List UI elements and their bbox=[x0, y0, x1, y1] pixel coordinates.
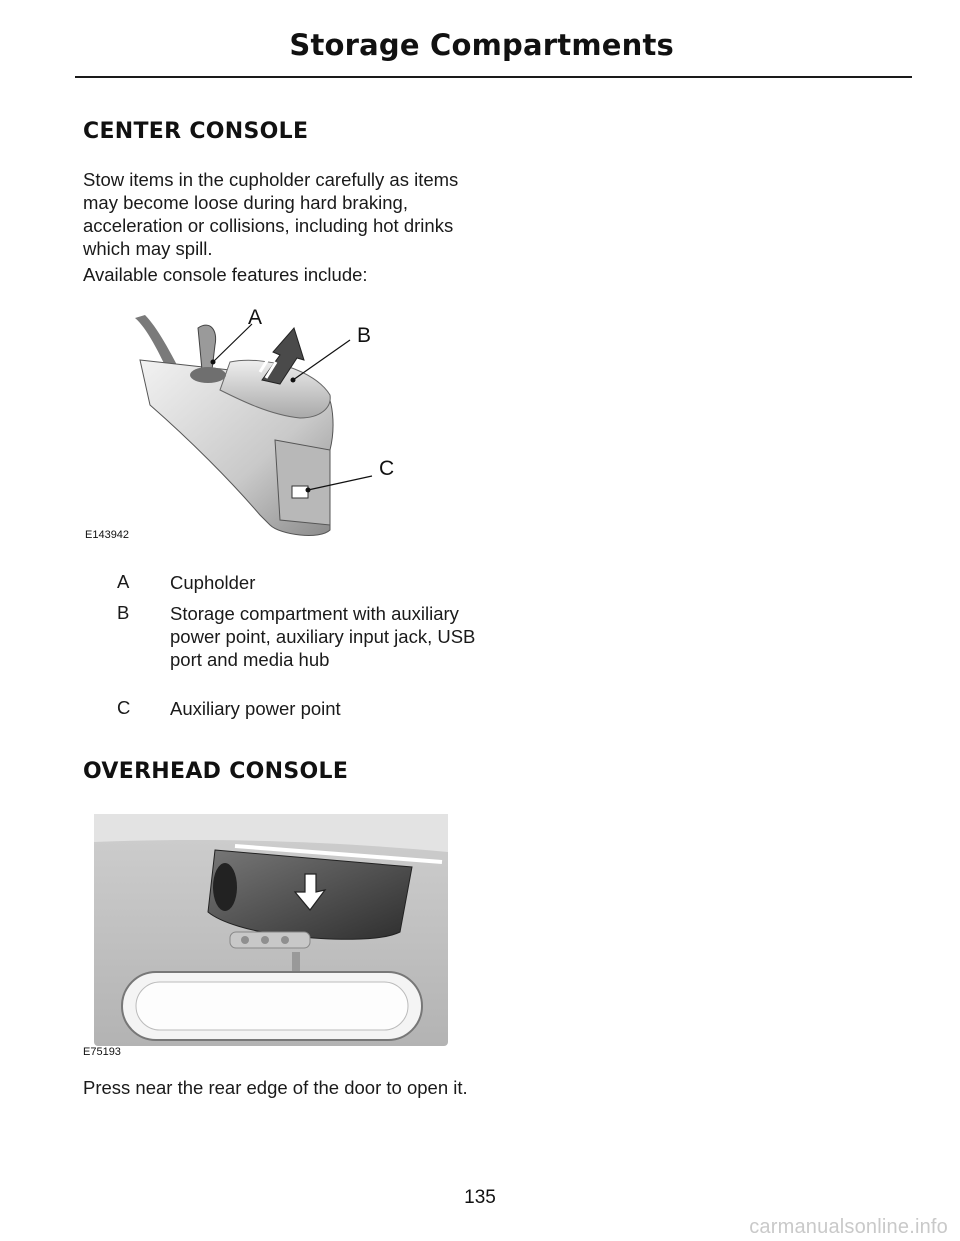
legend-key: B bbox=[117, 602, 130, 623]
light-button bbox=[261, 936, 269, 944]
door-hinge bbox=[213, 863, 237, 911]
header-rule bbox=[75, 76, 912, 78]
light-button bbox=[241, 936, 249, 944]
figure-code: E143942 bbox=[85, 529, 130, 541]
callout-label-a: A bbox=[248, 306, 263, 329]
callout-line-a bbox=[213, 324, 252, 362]
center-console-figure bbox=[80, 300, 410, 545]
callout-label-c: C bbox=[379, 457, 395, 480]
watermark-link[interactable]: carmanualsonline.info bbox=[749, 1216, 948, 1238]
legend-description: Auxiliary power point bbox=[170, 698, 341, 719]
overhead-console-figure bbox=[80, 812, 452, 1062]
center-console-heading: CENTER CONSOLE bbox=[83, 119, 309, 144]
cupholder-warning-paragraph: Stow items in the cupholder carefully as items may become loose during hard braking, acceleration or collisions, including hot drinks which may spill. bbox=[83, 169, 459, 259]
mirror-glass bbox=[136, 982, 408, 1030]
legend-description: Cupholder bbox=[170, 572, 256, 593]
overhead-instruction-paragraph: Press near the rear edge of the door to open it. bbox=[83, 1077, 468, 1098]
legend-key: C bbox=[117, 697, 131, 718]
legend-row bbox=[117, 697, 487, 721]
center-console-illustration bbox=[80, 300, 410, 545]
callout-dot-b bbox=[291, 378, 296, 383]
features-intro-text: Available console features include: bbox=[83, 264, 368, 285]
power-point-socket bbox=[292, 486, 308, 498]
legend-row bbox=[117, 571, 487, 595]
callout-line-b bbox=[293, 340, 350, 380]
legend-row bbox=[117, 602, 487, 694]
figure-code: E75193 bbox=[83, 1046, 121, 1058]
callout-label-b: B bbox=[357, 324, 372, 347]
page-header bbox=[0, 28, 960, 78]
callout-dot-a bbox=[211, 360, 216, 365]
legend-description: Storage compartment with auxiliary power point, auxiliary input jack, USB port and media hub bbox=[170, 603, 476, 670]
shifter-boot bbox=[190, 367, 226, 383]
console-rear-panel bbox=[275, 440, 330, 525]
light-button bbox=[281, 936, 289, 944]
overhead-console-heading: OVERHEAD CONSOLE bbox=[83, 759, 349, 784]
legend-key: A bbox=[117, 571, 130, 592]
page-number: 135 bbox=[464, 1187, 496, 1208]
overhead-console-illustration bbox=[80, 812, 452, 1062]
page-title: Storage Compartments bbox=[289, 28, 674, 62]
callout-dot-c bbox=[306, 488, 311, 493]
